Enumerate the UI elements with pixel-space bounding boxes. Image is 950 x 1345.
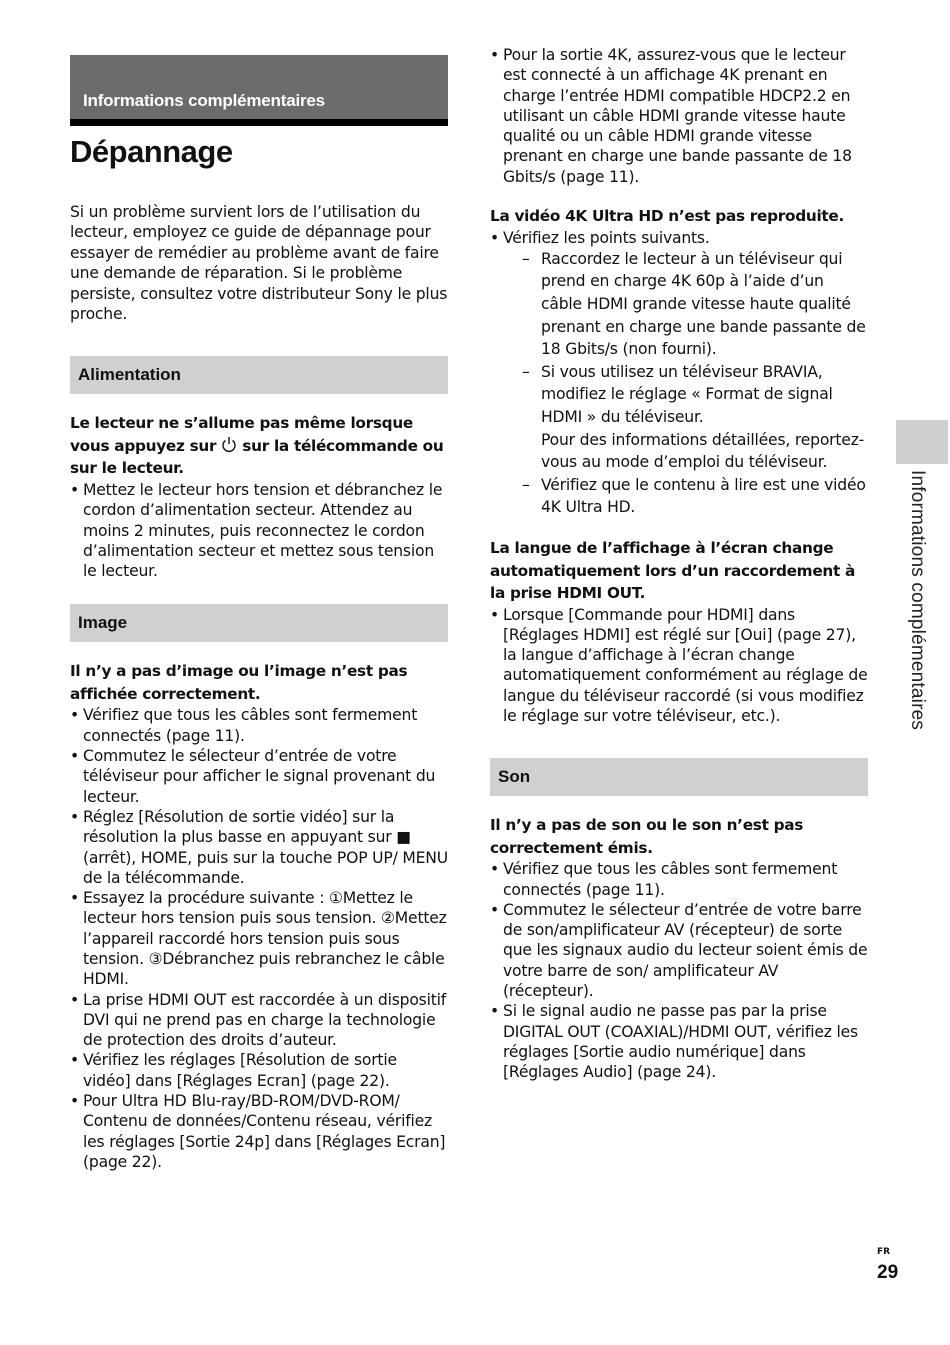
- side-tab-marker: [896, 420, 948, 464]
- sub-list-item-text: Si vous utilisez un téléviseur BRAVIA, modifiez le réglage « Format de signal HDMI » du téléviseur.: [541, 362, 833, 427]
- power-icon: [221, 436, 237, 453]
- section-label: Informations complémentaires: [83, 91, 325, 110]
- list-item: • Commutez le sélecteur d’entrée de votre téléviseur pour afficher le signal provenant du lecteur.: [70, 746, 448, 807]
- list-item: • Pour Ultra HD Blu-ray/BD-ROM/DVD-ROM/ Contenu de données/Contenu réseau, vérifiez les réglages [Sortie 24p] dans [Réglages Ecran] (page 22).: [70, 1091, 448, 1172]
- list-4k: [490, 228, 868, 519]
- list-item: • Pour la sortie 4K, assurez-vous que le lecteur est connecté à un affichage 4K prenant en charge l’entrée HDMI compatible HDCP2.2 en utilisant un câble HDMI grande vitesse haute qualité ou un câble HDMI grande vitesse prenant en charge une bande passante de 18 Gbits/s (page 11).: [490, 45, 868, 187]
- list-item: • Commutez le sélecteur d’entrée de votre barre de son/amplificateur AV (récepteur) de sorte que les signaux audio du lecteur soient émis de votre barre de son/ amplificateur AV (récepteur).: [490, 900, 868, 1001]
- left-column: [70, 55, 448, 1172]
- question-4k: La vidéo 4K Ultra HD n’est pas reproduite.: [490, 207, 845, 226]
- list-item: • Vérifiez que tous les câbles sont fermement connectés (page 11).: [490, 859, 868, 900]
- list-item-text: Vérifiez les points suivants.: [503, 228, 710, 247]
- sub-list-item: – Vérifiez que le contenu à lire est une vidéo 4K Ultra HD.: [528, 474, 868, 519]
- page-title: Dépannage: [70, 134, 233, 169]
- list-4k-output: [490, 45, 868, 187]
- list-image: [70, 705, 448, 1172]
- list-item: • Lorsque [Commande pour HDMI] dans [Réglages HDMI] est réglé sur [Oui] (page 27), la langue d’affichage à l’écran change automatiquement conformément au réglage de langue du téléviseur raccordé (si vous modifiez le réglage sur votre téléviseur, etc.).: [490, 605, 868, 727]
- sub-list-note: Pour des informations détaillées, reportez-vous au mode d’emploi du téléviseur.: [541, 430, 865, 472]
- list-son: [490, 859, 868, 1082]
- page-number: 29: [877, 1262, 899, 1283]
- list-item: [490, 228, 868, 519]
- section-heading-alimentation: [70, 356, 448, 394]
- list-language: [490, 605, 868, 727]
- section-heading-label: Alimentation: [78, 365, 181, 385]
- section-heading-label: Son: [498, 767, 531, 787]
- section-banner: [70, 55, 448, 126]
- section-heading-son: [490, 758, 868, 796]
- page-language: FR: [877, 1247, 891, 1257]
- list-item: • Vérifiez les réglages [Résolution de sortie vidéo] dans [Réglages Ecran] (page 22).: [70, 1050, 448, 1091]
- side-tab-label: Informations complémentaires: [907, 470, 928, 731]
- sub-list-item: [528, 361, 868, 474]
- sub-list-item: – Raccordez le lecteur à un téléviseur qui prend en charge 4K 60p à l’aide d’un câble HDMI grande vitesse haute qualité prenant en charge une bande passante de 18 Gbits/s (non fourni).: [528, 248, 868, 361]
- list-item: • Vérifiez que tous les câbles sont fermement connectés (page 11).: [70, 705, 448, 746]
- sub-list: [490, 248, 868, 519]
- list-item: • Mettez le lecteur hors tension et débranchez le cordon d’alimentation secteur. Attendez au moins 2 minutes, puis reconnectez le cordon d’alimentation secteur et mettez sous tension le lecteur.: [70, 480, 448, 581]
- question-text-part1: Le lecteur ne s’allume pas même lorsque vous appuyez sur: [70, 414, 413, 455]
- question-image: Il n’y a pas d’image ou l’image n’est pas affichée correctement.: [70, 662, 408, 703]
- intro-paragraph: Si un problème survient lors de l’utilisation du lecteur, employez ce guide de dépannage pour essayer de remédier au problème avant de faire une demande de réparation. Si le problème persiste, consultez votre distributeur Sony le plus proche.: [70, 203, 448, 324]
- question-son: Il n’y a pas de son ou le son n’est pas correctement émis.: [490, 816, 804, 857]
- section-heading-image: [70, 604, 448, 642]
- list-item: • Réglez [Résolution de sortie vidéo] sur la résolution la plus basse en appuyant sur ■ (arrêt), HOME, puis sur la touche POP UP/ MENU de la télécommande.: [70, 807, 448, 888]
- list-alimentation: [70, 480, 448, 581]
- question-language: La langue de l’affichage à l’écran change automatiquement lors d’un raccordement à la prise HDMI OUT.: [490, 539, 856, 602]
- list-item: • La prise HDMI OUT est raccordée à un dispositif DVI qui ne prend pas en charge la technologie de protection des droits d’auteur.: [70, 990, 448, 1051]
- question-text-part2: sur la télécommande ou sur le lecteur.: [70, 436, 444, 478]
- question-power: [70, 412, 448, 480]
- right-column: [490, 45, 868, 1083]
- list-item: • Essayez la procédure suivante : ①Mettez le lecteur hors tension puis sous tension. ②Mettez l’appareil raccordé hors tension puis sous tension. ③Débranchez puis rebranchez le câble HDMI.: [70, 888, 448, 989]
- list-item: • Si le signal audio ne passe pas par la prise DIGITAL OUT (COAXIAL)/HDMI OUT, vérifiez les réglages [Sortie audio numérique] dans [Réglages Audio] (page 24).: [490, 1001, 868, 1082]
- section-heading-label: Image: [78, 613, 128, 633]
